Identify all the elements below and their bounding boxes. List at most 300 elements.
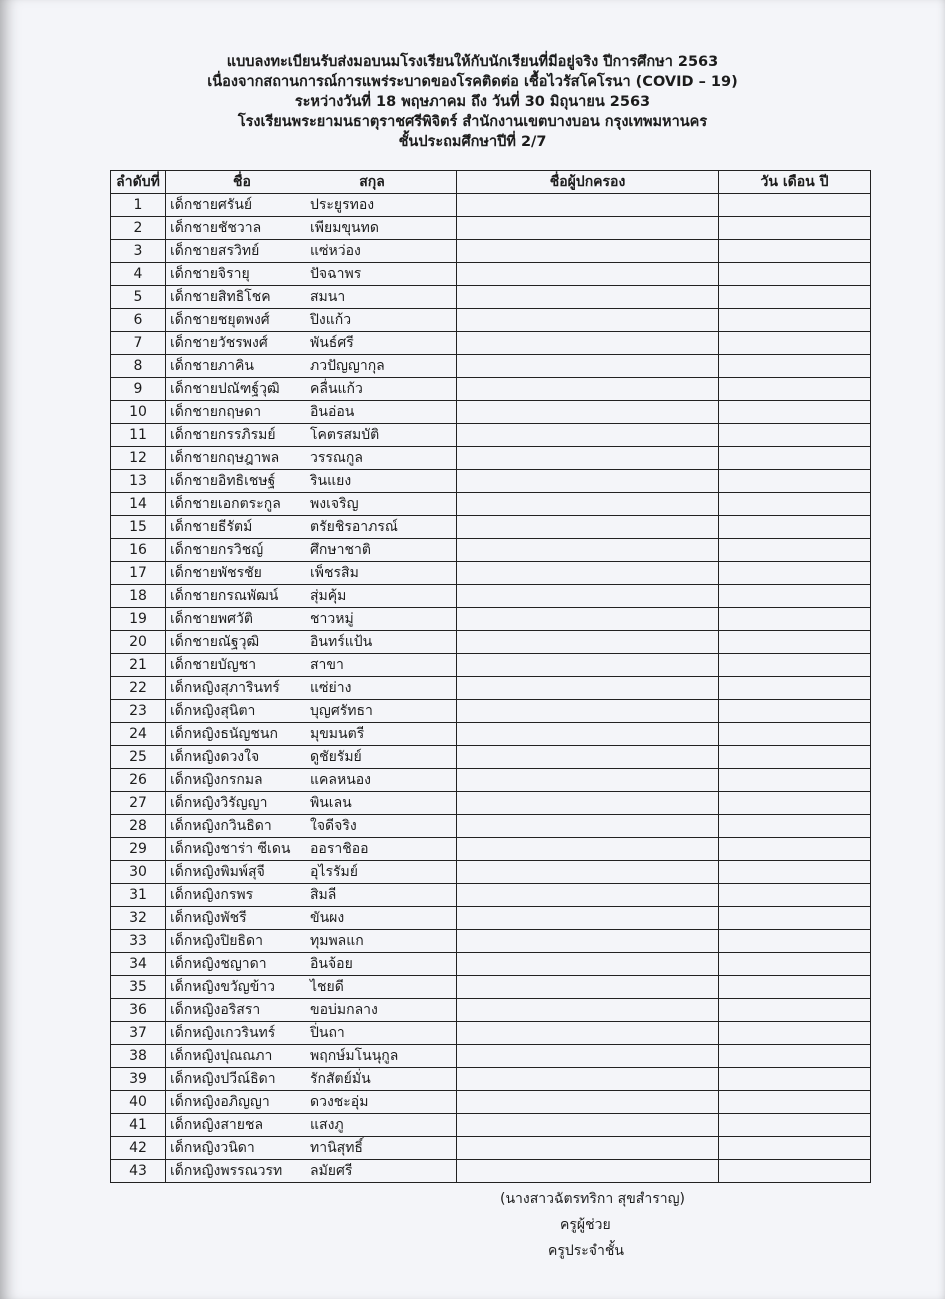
date-cell[interactable] [719, 263, 871, 286]
student-first-name: เด็กหญิงอภิญญา [170, 1094, 270, 1110]
student-first-name: เด็กชายอิทธิเชษฐ์ [170, 473, 276, 489]
table-row [111, 654, 871, 677]
table-row [111, 516, 871, 539]
col-header-num: ลำดับที่ [111, 171, 166, 194]
student-first-name: เด็กหญิงกวินธิดา [170, 818, 272, 834]
guardian-signature-cell[interactable] [457, 631, 719, 654]
row-number: 39 [111, 1068, 166, 1091]
student-first-name: เด็กชายบัญชา [170, 657, 257, 673]
table-row [111, 286, 871, 309]
date-cell[interactable] [719, 723, 871, 746]
student-name-cell [166, 263, 457, 286]
row-number: 36 [111, 999, 166, 1022]
guardian-signature-cell[interactable] [457, 516, 719, 539]
student-name-cell [166, 1022, 457, 1045]
student-name-cell [166, 769, 457, 792]
row-number: 23 [111, 700, 166, 723]
student-surname: ตรัยชิรอาภรณ์ [310, 519, 398, 535]
form-title: แบบลงทะเบียนรับส่งมอบนมโรงเรียนให้กับนักเรียนที่มีอยู่จริง ปีการศึกษา 2563 [226, 54, 719, 70]
table-row [111, 999, 871, 1022]
row-number: 21 [111, 654, 166, 677]
student-name-cell [166, 516, 457, 539]
student-name-cell [166, 332, 457, 355]
row-number: 18 [111, 585, 166, 608]
student-surname: ปัจฉาพร [310, 266, 362, 282]
student-first-name: เด็กชายกรวิชญ์ [170, 542, 264, 558]
table-row [111, 631, 871, 654]
guardian-signature-cell[interactable] [457, 240, 719, 263]
student-first-name: เด็กชายชยุตพงศ์ [170, 312, 270, 328]
row-number: 13 [111, 470, 166, 493]
guardian-signature-cell[interactable] [457, 1160, 719, 1183]
guardian-signature-cell[interactable] [457, 493, 719, 516]
student-first-name: เด็กชายธีรัตม์ [170, 519, 253, 535]
student-name-cell [166, 447, 457, 470]
student-surname: อินจ้อย [310, 956, 353, 972]
student-name-cell [166, 746, 457, 769]
date-cell[interactable] [719, 1022, 871, 1045]
row-number: 28 [111, 815, 166, 838]
student-first-name: เด็กชายกรณพัฒน์ [170, 588, 279, 604]
class-level: ชั้นประถมศึกษาปีที่ 2/7 [398, 134, 547, 150]
table-row [111, 1114, 871, 1137]
student-name-cell [166, 470, 457, 493]
table-row [111, 332, 871, 355]
guardian-signature-cell[interactable] [457, 654, 719, 677]
row-number: 1 [111, 194, 166, 217]
student-name-cell [166, 240, 457, 263]
date-cell[interactable] [719, 953, 871, 976]
table-row [111, 217, 871, 240]
date-cell[interactable] [719, 884, 871, 907]
date-cell[interactable] [719, 562, 871, 585]
row-number: 16 [111, 539, 166, 562]
school-name: โรงเรียนพระยามนธาตุราชศรีพิจิตร์ สำนักงานเขตบางบอน กรุงเทพมหานคร [237, 114, 708, 130]
student-first-name: เด็กหญิงขวัญข้าว [170, 979, 275, 995]
date-cell[interactable] [719, 194, 871, 217]
student-first-name: เด็กชายจิรายุ [170, 266, 250, 282]
student-first-name: เด็กหญิงชญาดา [170, 956, 267, 972]
table-row [111, 1068, 871, 1091]
row-number: 27 [111, 792, 166, 815]
student-surname: ลมัยศรี [310, 1163, 353, 1179]
row-number: 33 [111, 930, 166, 953]
table-row [111, 815, 871, 838]
col-header-date: วัน เดือน ปี [719, 171, 871, 194]
date-cell[interactable] [719, 608, 871, 631]
student-name-cell [166, 815, 457, 838]
table-row [111, 907, 871, 930]
student-name-cell [166, 424, 457, 447]
date-cell[interactable] [719, 746, 871, 769]
student-first-name: เด็กหญิงปุณณภา [170, 1048, 273, 1064]
guardian-signature-cell[interactable] [457, 861, 719, 884]
student-first-name: เด็กหญิงพัชรี [170, 910, 247, 926]
student-surname: บุญศรัทธา [310, 703, 373, 719]
student-name-cell [166, 1045, 457, 1068]
guardian-signature-cell[interactable] [457, 999, 719, 1022]
student-name-cell [166, 286, 457, 309]
table-row [111, 378, 871, 401]
student-name-cell [166, 700, 457, 723]
student-name-cell [166, 976, 457, 999]
student-name-cell [166, 562, 457, 585]
student-first-name: เด็กชายชัชวาล [170, 220, 262, 236]
student-first-name: เด็กชายกฤษดา [170, 404, 262, 420]
date-cell[interactable] [719, 585, 871, 608]
table-row [111, 792, 871, 815]
table-row [111, 585, 871, 608]
date-cell[interactable] [719, 332, 871, 355]
student-name-cell [166, 677, 457, 700]
guardian-signature-cell[interactable] [457, 930, 719, 953]
student-surname: ขันผง [310, 910, 345, 926]
guardian-signature-cell[interactable] [457, 217, 719, 240]
date-cell[interactable] [719, 792, 871, 815]
guardian-signature-cell[interactable] [457, 447, 719, 470]
guardian-signature-cell[interactable] [457, 401, 719, 424]
guardian-signature-cell[interactable] [457, 424, 719, 447]
table-row [111, 309, 871, 332]
student-surname: โคตรสมบัติ [310, 427, 380, 443]
table-row [111, 608, 871, 631]
table-row [111, 263, 871, 286]
date-cell[interactable] [719, 240, 871, 263]
row-number: 26 [111, 769, 166, 792]
student-first-name: เด็กชายสรวิทย์ [170, 243, 260, 259]
student-name-cell [166, 539, 457, 562]
student-surname: ทุมพลแก [310, 933, 364, 949]
date-cell[interactable] [719, 470, 871, 493]
date-cell[interactable] [719, 217, 871, 240]
row-number: 40 [111, 1091, 166, 1114]
row-number: 14 [111, 493, 166, 516]
table-row [111, 1137, 871, 1160]
guardian-signature-cell[interactable] [457, 723, 719, 746]
guardian-signature-cell[interactable] [457, 976, 719, 999]
row-number: 11 [111, 424, 166, 447]
student-name-cell [166, 631, 457, 654]
table-row [111, 746, 871, 769]
row-number: 25 [111, 746, 166, 769]
student-name-cell [166, 378, 457, 401]
student-surname: แซ่ย่าง [310, 680, 352, 696]
row-number: 30 [111, 861, 166, 884]
table-row [111, 700, 871, 723]
date-cell[interactable] [719, 447, 871, 470]
row-number: 37 [111, 1022, 166, 1045]
student-surname: วรรณกูล [310, 450, 363, 466]
guardian-signature-cell[interactable] [457, 769, 719, 792]
form-subtitle-covid: เนื่องจากสถานการณ์การแพร่ระบาดของโรคติดต่อ เชื้อไวรัสโคโรนา (COVID – 19) [207, 74, 738, 90]
col-header-name [166, 171, 457, 194]
student-name-cell [166, 838, 457, 861]
teacher-role: ครูประจำชั้น [548, 1243, 624, 1259]
guardian-signature-cell[interactable] [457, 884, 719, 907]
student-surname: ไชยดี [310, 979, 344, 995]
date-cell[interactable] [719, 1114, 871, 1137]
row-number: 22 [111, 677, 166, 700]
row-number: 9 [111, 378, 166, 401]
student-name-cell [166, 608, 457, 631]
guardian-signature-cell[interactable] [457, 677, 719, 700]
date-cell[interactable] [719, 976, 871, 999]
student-first-name: เด็กชายปณัฑฐ์วุฒิ [170, 381, 280, 397]
col-header-first-name: ชื่อ [233, 174, 251, 190]
student-surname: สุ่มคุ้ม [310, 588, 347, 604]
teacher-position: ครูผู้ช่วย [560, 1217, 611, 1233]
student-surname: ใจดีจริง [310, 818, 357, 834]
student-name-cell [166, 1091, 457, 1114]
row-number: 31 [111, 884, 166, 907]
student-surname: ดูชัยรัมย์ [310, 749, 362, 765]
table-row [111, 447, 871, 470]
guardian-signature-cell[interactable] [457, 539, 719, 562]
table-row [111, 930, 871, 953]
student-surname: รินแยง [310, 473, 352, 489]
table-row [111, 1045, 871, 1068]
date-cell[interactable] [719, 286, 871, 309]
guardian-signature-cell[interactable] [457, 953, 719, 976]
student-surname: อินอ่อน [310, 404, 355, 420]
guardian-signature-cell[interactable] [457, 286, 719, 309]
date-cell[interactable] [719, 1091, 871, 1114]
student-name-cell [166, 1068, 457, 1091]
row-number: 19 [111, 608, 166, 631]
table-row [111, 1091, 871, 1114]
row-number: 20 [111, 631, 166, 654]
student-surname: เพียมขุนทด [310, 220, 379, 236]
student-first-name: เด็กหญิงปวีณ์ธิดา [170, 1071, 276, 1087]
student-surname: พฤกษ์มโนนุกูล [310, 1048, 399, 1064]
guardian-signature-cell[interactable] [457, 746, 719, 769]
student-surname: คลื่นแก้ว [310, 381, 363, 397]
student-first-name: เด็กชายวัชรพงศ์ [170, 335, 268, 351]
guardian-signature-cell[interactable] [457, 1068, 719, 1091]
guardian-signature-cell[interactable] [457, 608, 719, 631]
student-surname: เพ็ชรสิม [310, 565, 359, 581]
table-row [111, 194, 871, 217]
table-row [111, 976, 871, 999]
guardian-signature-cell[interactable] [457, 838, 719, 861]
student-first-name: เด็กหญิงสุภารินทร์ [170, 680, 280, 696]
guardian-signature-cell[interactable] [457, 194, 719, 217]
student-first-name: เด็กชายสิทธิโชค [170, 289, 271, 305]
date-cell[interactable] [719, 1068, 871, 1091]
student-name-cell [166, 355, 457, 378]
date-cell[interactable] [719, 631, 871, 654]
date-cell[interactable] [719, 769, 871, 792]
row-number: 15 [111, 516, 166, 539]
date-cell[interactable] [719, 378, 871, 401]
student-surname: อุไรรัมย์ [310, 864, 358, 880]
guardian-signature-cell[interactable] [457, 263, 719, 286]
row-number: 35 [111, 976, 166, 999]
student-surname: ทานิสุทธิ์ [310, 1140, 363, 1156]
date-cell[interactable] [719, 930, 871, 953]
student-surname: ประยูรทอง [310, 197, 375, 213]
student-surname: ปิงแก้ว [310, 312, 352, 328]
row-number: 24 [111, 723, 166, 746]
table-row [111, 424, 871, 447]
teacher-name: (นางสาวฉัตรทริกา สุขสำราญ) [500, 1191, 685, 1207]
student-name-cell [166, 930, 457, 953]
table-row [111, 562, 871, 585]
row-number: 10 [111, 401, 166, 424]
table-header-row [111, 171, 871, 194]
table-row [111, 470, 871, 493]
row-number: 2 [111, 217, 166, 240]
student-name-cell [166, 1137, 457, 1160]
student-surname: ออราชิออ [310, 841, 369, 857]
document-header [0, 52, 945, 152]
student-name-cell [166, 585, 457, 608]
student-first-name: เด็กหญิงสุนิตา [170, 703, 256, 719]
guardian-signature-cell[interactable] [457, 700, 719, 723]
student-surname: พงเจริญ [310, 496, 359, 512]
student-name-cell [166, 217, 457, 240]
col-header-surname: สกุล [359, 174, 385, 190]
row-number: 3 [111, 240, 166, 263]
student-first-name: เด็กหญิงกรกมล [170, 772, 263, 788]
row-number: 38 [111, 1045, 166, 1068]
date-cell[interactable] [719, 493, 871, 516]
date-cell[interactable] [719, 309, 871, 332]
date-cell[interactable] [719, 1160, 871, 1183]
table-row [111, 355, 871, 378]
date-cell[interactable] [719, 654, 871, 677]
table-row [111, 884, 871, 907]
guardian-signature-cell[interactable] [457, 309, 719, 332]
student-surname: ชาวหมู่ [310, 611, 354, 627]
date-cell[interactable] [719, 424, 871, 447]
student-first-name: เด็กชายณัฐวุฒิ [170, 634, 260, 650]
table-row [111, 953, 871, 976]
student-first-name: เด็กหญิงพรรณวรท [170, 1163, 283, 1179]
student-first-name: เด็กชายภาคิน [170, 358, 254, 374]
row-number: 41 [111, 1114, 166, 1137]
row-number: 34 [111, 953, 166, 976]
row-number: 4 [111, 263, 166, 286]
student-first-name: เด็กหญิงกรพร [170, 887, 254, 903]
guardian-signature-cell[interactable] [457, 907, 719, 930]
date-cell[interactable] [719, 1137, 871, 1160]
guardian-signature-cell[interactable] [457, 792, 719, 815]
student-name-cell [166, 953, 457, 976]
student-surname: แคลหนอง [310, 772, 372, 788]
form-date-range: ระหว่างวันที่ 18 พฤษภาคม ถึง วันที่ 30 มิถุนายน 2563 [294, 94, 651, 110]
guardian-signature-cell[interactable] [457, 470, 719, 493]
student-first-name: เด็กหญิงพิมพ์สุจี [170, 864, 265, 880]
table-row [111, 677, 871, 700]
date-cell[interactable] [719, 355, 871, 378]
table-row [111, 240, 871, 263]
row-number: 32 [111, 907, 166, 930]
table-row [111, 401, 871, 424]
guardian-signature-cell[interactable] [457, 1114, 719, 1137]
student-first-name: เด็กหญิงอริสรา [170, 1002, 261, 1018]
guardian-signature-cell[interactable] [457, 355, 719, 378]
row-number: 6 [111, 309, 166, 332]
row-number: 5 [111, 286, 166, 309]
student-surname: สมนา [310, 289, 346, 305]
student-surname: มุขมนตรี [310, 726, 365, 742]
student-name-cell [166, 309, 457, 332]
row-number: 42 [111, 1137, 166, 1160]
guardian-signature-cell[interactable] [457, 1137, 719, 1160]
guardian-signature-cell[interactable] [457, 1022, 719, 1045]
student-name-cell [166, 1114, 457, 1137]
row-number: 43 [111, 1160, 166, 1183]
date-cell[interactable] [719, 1045, 871, 1068]
student-name-cell [166, 401, 457, 424]
student-surname: พินเลน [310, 795, 352, 811]
table-row [111, 861, 871, 884]
student-name-cell [166, 493, 457, 516]
date-cell[interactable] [719, 677, 871, 700]
student-surname: ศึกษาชาติ [310, 542, 371, 558]
guardian-signature-cell[interactable] [457, 815, 719, 838]
date-cell[interactable] [719, 999, 871, 1022]
student-first-name: เด็กหญิงวนิดา [170, 1140, 255, 1156]
date-cell[interactable] [719, 838, 871, 861]
student-roster-table [110, 170, 871, 1183]
student-first-name: เด็กหญิงสายชล [170, 1117, 264, 1133]
student-surname: รักสัตย์มั่น [310, 1071, 371, 1087]
student-name-cell [166, 654, 457, 677]
student-name-cell [166, 1160, 457, 1183]
student-name-cell [166, 723, 457, 746]
guardian-signature-cell[interactable] [457, 585, 719, 608]
student-surname: แสงภู [310, 1117, 344, 1133]
guardian-signature-cell[interactable] [457, 1045, 719, 1068]
student-first-name: เด็กหญิงธนัญชนก [170, 726, 278, 742]
guardian-signature-cell[interactable] [457, 562, 719, 585]
date-cell[interactable] [719, 401, 871, 424]
student-first-name: เด็กหญิงปิยธิดา [170, 933, 263, 949]
date-cell[interactable] [719, 861, 871, 884]
student-surname: ขอบ่มกลาง [310, 1002, 378, 1018]
student-name-cell [166, 861, 457, 884]
row-number: 12 [111, 447, 166, 470]
row-number: 8 [111, 355, 166, 378]
guardian-signature-cell[interactable] [457, 378, 719, 401]
student-first-name: เด็กหญิงวิรัญญา [170, 795, 268, 811]
row-number: 29 [111, 838, 166, 861]
date-cell[interactable] [719, 907, 871, 930]
student-name-cell [166, 999, 457, 1022]
student-first-name: เด็กชายพศวัติ [170, 611, 253, 627]
row-number: 7 [111, 332, 166, 355]
col-header-guardian: ชื่อผู้ปกครอง [457, 171, 719, 194]
student-name-cell [166, 194, 457, 217]
date-cell[interactable] [719, 815, 871, 838]
date-cell[interactable] [719, 539, 871, 562]
table-row [111, 493, 871, 516]
student-surname: ภวปัญญากุล [310, 358, 385, 374]
student-first-name: เด็กชายกรรภิรมย์ [170, 427, 276, 443]
student-surname: อินทร์แป้น [310, 634, 373, 650]
student-first-name: เด็กหญิงชาร่า ซีเดน [170, 841, 291, 857]
date-cell[interactable] [719, 516, 871, 539]
student-first-name: เด็กชายพัชรชัย [170, 565, 262, 581]
guardian-signature-cell[interactable] [457, 332, 719, 355]
student-surname: พันธ์ศรี [310, 335, 354, 351]
student-surname: แซ่หว่อง [310, 243, 361, 259]
guardian-signature-cell[interactable] [457, 1091, 719, 1114]
date-cell[interactable] [719, 700, 871, 723]
student-first-name: เด็กชายเอกตระกูล [170, 496, 281, 512]
